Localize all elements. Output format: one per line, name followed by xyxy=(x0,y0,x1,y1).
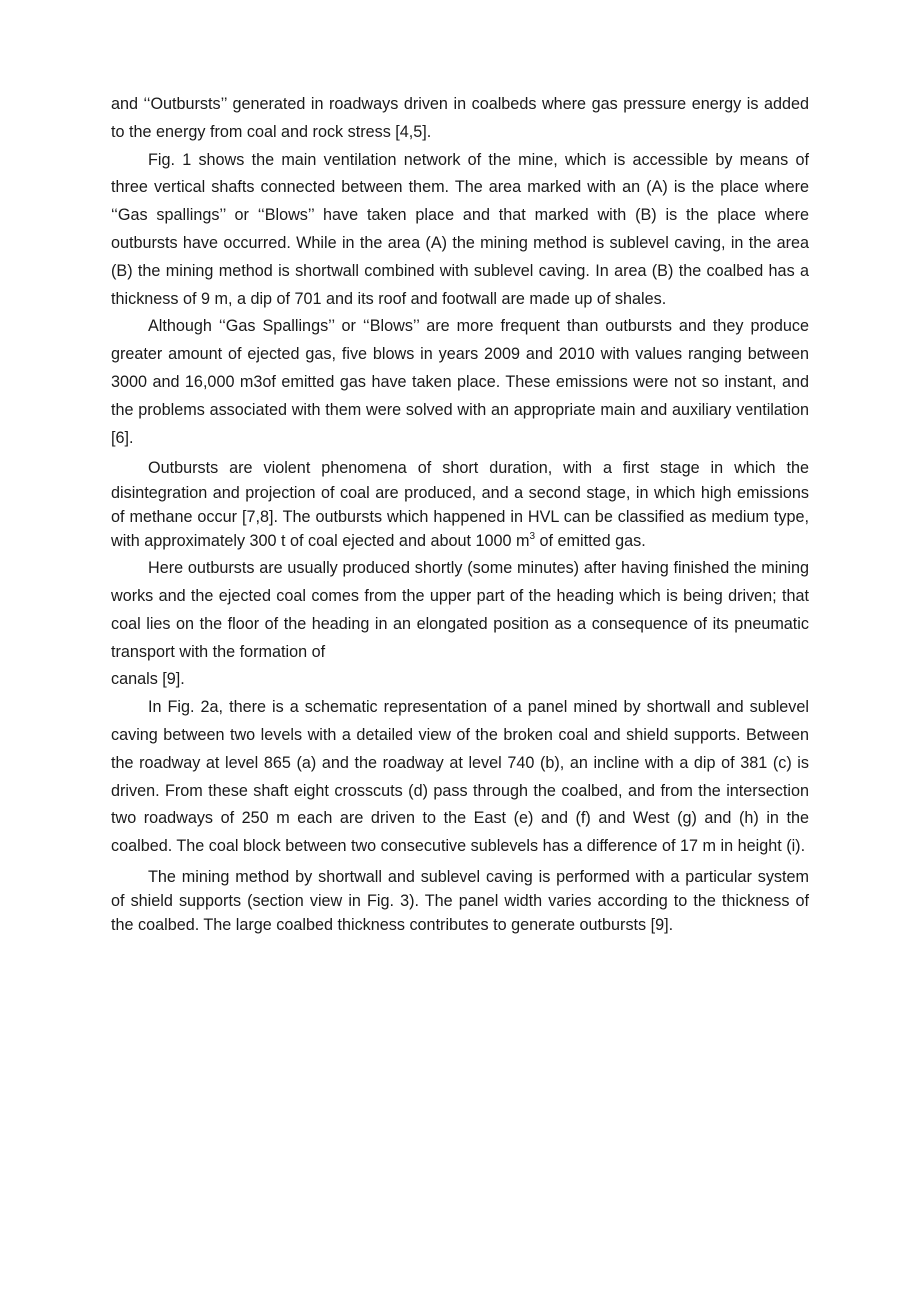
paragraph-gas-spallings: Although ‘‘Gas Spallings’’ or ‘‘Blows’’ are more frequent than outbursts and they produce greater amount of ejected gas, five blows in years 2009 and 2010 with values ranging between 3000 and 16,000 m3of emitted gas have taken place. These emissions were not so instant, and the problems associated with them were solved with an appropriate main and auxiliary ventilation [6]. xyxy=(111,317,809,447)
paragraph-ventilation-network: Fig. 1 shows the main ventilation network of the mine, which is accessible by means of three vertical shafts connected between them. The area marked with an (A) is the place where ‘‘Gas spallings’’ or ‘‘Blows’’ have taken place and that marked with (B) is the place where outbursts have occurred. While in the area (A) the mining method is sublevel caving, in the area (B) the mining method is shortwall combined with sublevel caving. In area (B) the coalbed has a thickness of 9 m, a dip of 701 and its roof and footwall are made up of shales. xyxy=(111,150,809,308)
paragraph-canals-line: canals [9]. xyxy=(111,670,185,689)
paragraph-outbursts-text: Outbursts are violent phenomena of short duration, with a first stage in which the disintegration and projection of coal are produced, and a second stage, in which high emissions of methane occur [7,8]. The outbursts which happened in HVL can be classified as medium type, with approximately 300 t of coal ejected and about 1000 m xyxy=(111,459,809,550)
cubic-superscript: 3 xyxy=(529,530,536,542)
paragraph-fig2a-description: In Fig. 2a, there is a schematic representation of a panel mined by shortwall and sublevel caving between two levels with a detailed view of the broken coal and shield supports. Between the roadway at level 865 (a) and the roadway at level 740 (b), an incline with a dip of 381 (c) is driven. From these shaft eight crosscuts (d) pass through the coalbed, and from the intersection two roadways of 250 m each are driven to the East (e) and (f) and West (g) and (h) in the coalbed. The coal block between two consecutive sublevels has a difference of 17 m in height (i). xyxy=(111,698,809,856)
paragraph-outbursts-timing: Here outbursts are usually produced shortly (some minutes) after having finished the mining works and the ejected coal comes from the upper part of the heading which is being driven; that coal lies on the floor of the heading in an elongated position as a consequence of its pneumatic transport with the formation of xyxy=(111,559,809,661)
document-page xyxy=(111,91,809,938)
paragraph-shield-supports: The mining method by shortwall and sublevel caving is performed with a particular system of shield supports (section view in Fig. 3). The panel width varies according to the thickness of the coalbed. The large coalbed thickness contributes to generate outbursts [9]. xyxy=(111,867,809,935)
paragraph-outbursts-tail: of emitted gas. xyxy=(535,531,646,550)
paragraph-outbursts-definition xyxy=(111,456,809,553)
paragraph-continuation: and ‘‘Outbursts’’ generated in roadways driven in coalbeds where gas pressure energy is added to the energy from coal and rock stress [4,5]. xyxy=(111,95,809,141)
